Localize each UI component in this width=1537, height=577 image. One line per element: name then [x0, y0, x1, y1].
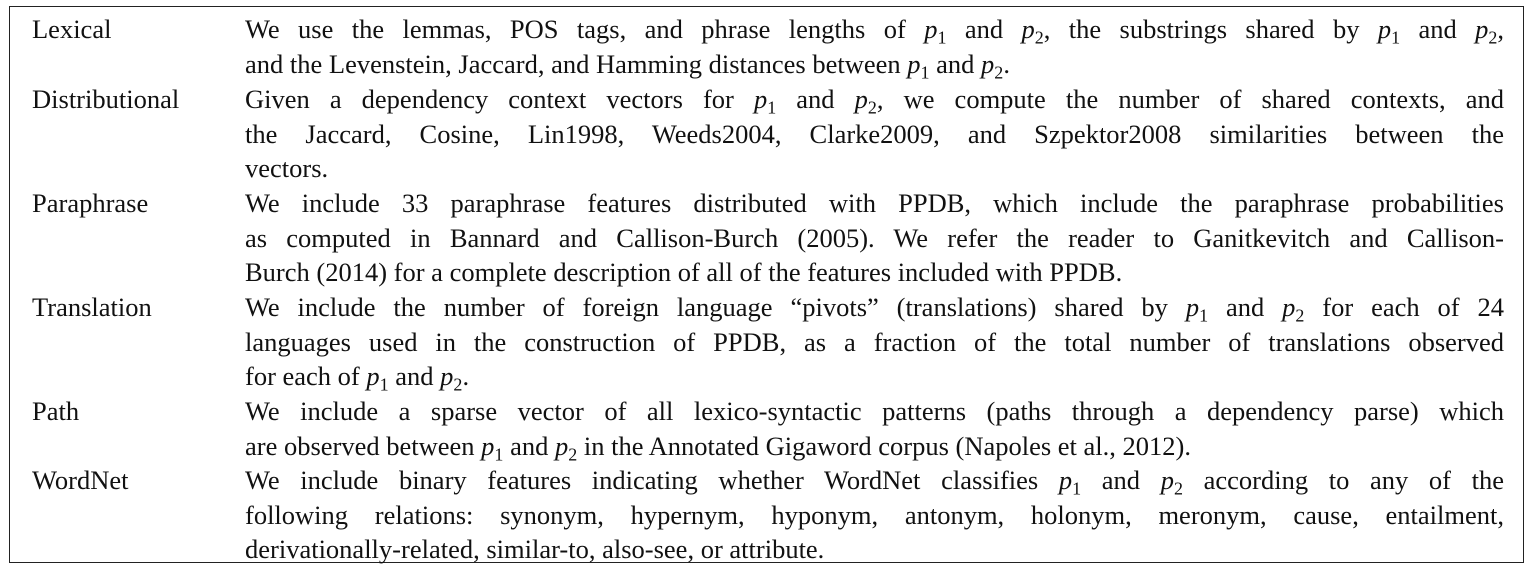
description-line: [245, 463, 1504, 498]
description-text: We include 33 paraphrase features distributed with PPDB, which include the paraphrase probabilities: [245, 188, 1504, 218]
description-text: the Jaccard, Cosine, Lin1998, Weeds2004, Clarke2009, and Szpektor2008 similarities between the: [245, 118, 1504, 149]
math-variable: $p_1$: [907, 48, 930, 83]
math-variable: $p_2$: [981, 48, 1004, 83]
description-text: , the substrings shared by: [1043, 14, 1378, 44]
category-label: Translation: [32, 292, 152, 322]
description-text: according to any of the: [1182, 465, 1504, 495]
description-text: following relations: synonym, hypernym, hyponym, antonym, holonym, meronym, cause, entailment,: [245, 499, 1504, 530]
category-label: WordNet: [32, 465, 129, 495]
description-text: and: [1081, 465, 1161, 495]
description-line: [245, 532, 1504, 567]
math-variable: $p_1$: [366, 361, 389, 395]
description-text: and: [1400, 14, 1476, 44]
math-variable: $p_2$: [440, 361, 463, 395]
math-variable: $p_2$: [1021, 14, 1044, 48]
description-line: [245, 429, 1504, 464]
category-label: Paraphrase: [32, 188, 149, 218]
category-description: [245, 82, 1504, 186]
math-variable: $p_2$: [1475, 14, 1498, 48]
description-line: [245, 221, 1504, 256]
description-line: [245, 12, 1504, 47]
description-text: and: [929, 48, 982, 79]
description-text: Given a dependency context vectors for: [245, 84, 754, 114]
category-description: [245, 463, 1504, 567]
description-text: derivationally-related, similar-to, also-see, or attribute.: [245, 534, 825, 565]
math-variable: $p_2$: [854, 84, 877, 118]
description-text: for each of 24: [1304, 292, 1504, 322]
category-label: Lexical: [32, 14, 112, 44]
math-variable: $p_2$: [1282, 292, 1305, 326]
math-variable: $p_1$: [1377, 14, 1401, 48]
category-label: Path: [32, 396, 80, 426]
description-line: [245, 151, 1504, 186]
description-text: .: [1003, 48, 1010, 79]
feature-table: [9, 6, 1524, 563]
description-text: vectors.: [245, 153, 329, 184]
description-text: languages used in the construction of PPDB, as a fraction of the total number of translations observed: [245, 326, 1504, 357]
description-text: are observed between: [245, 430, 482, 461]
description-text: as computed in Bannard and Callison-Burch (2005). We refer the reader to Ganitkevitch and Callison-: [245, 222, 1504, 253]
description-text: .: [462, 361, 470, 392]
description-line: [245, 359, 1504, 394]
description-text: and: [503, 430, 555, 461]
description-text: and: [1208, 292, 1283, 322]
description-line: [245, 498, 1504, 533]
category-description: [245, 186, 1504, 290]
math-variable: $p_1$: [924, 14, 947, 48]
description-line: [245, 47, 1504, 82]
description-text: and: [946, 14, 1022, 44]
math-variable: $p_1$: [753, 84, 777, 118]
math-variable: $p_1$: [481, 430, 504, 465]
math-variable: $p_1$: [1058, 465, 1082, 499]
description-text: , we compute the number of shared contexts, and: [876, 84, 1505, 114]
math-variable: $p_1$: [1185, 292, 1209, 326]
description-text: We include a sparse vector of all lexico-syntactic patterns (paths through a dependency parse) which: [245, 396, 1504, 426]
description-text: We use the lemmas, POS tags, and phrase lengths of: [245, 14, 925, 44]
description-text: for each of: [245, 361, 367, 392]
description-text: We include binary features indicating whether WordNet classifies: [245, 465, 1059, 495]
description-line: [245, 82, 1504, 117]
category-description: [245, 12, 1504, 81]
category-label: Distributional: [32, 84, 180, 114]
description-line: [245, 255, 1504, 290]
math-variable: $p_2$: [554, 430, 578, 465]
description-text: We include the number of foreign language “pivots” (translations) shared by: [245, 292, 1186, 322]
description-text: and the Levenstein, Jaccard, and Hamming distances between: [245, 48, 908, 79]
description-line: [245, 394, 1504, 429]
description-line: [245, 117, 1504, 152]
description-text: and: [388, 361, 441, 392]
description-line: [245, 290, 1504, 325]
description-text: ,: [1497, 14, 1505, 44]
category-description: [245, 394, 1504, 463]
description-text: and: [776, 84, 855, 114]
description-text: Burch (2014) for a complete description of all of the features included with PPDB.: [245, 257, 1123, 288]
description-line: [245, 186, 1504, 221]
description-text: in the Annotated Gigaword corpus (Napoles et al., 2012).: [577, 430, 1191, 461]
description-line: [245, 325, 1504, 360]
math-variable: $p_2$: [1160, 465, 1183, 499]
category-description: [245, 290, 1504, 394]
